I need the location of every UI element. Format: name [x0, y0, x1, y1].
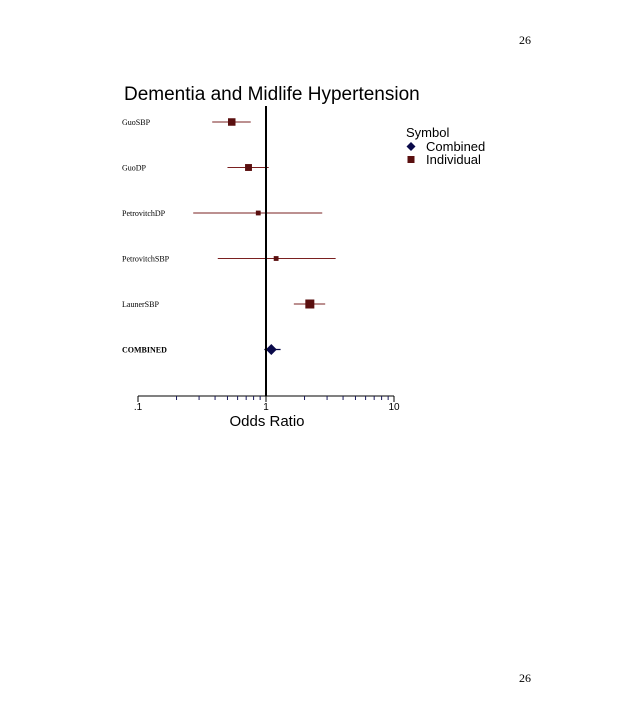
study-label: GuoSBP [122, 118, 151, 127]
page-number-top: 26 [519, 33, 531, 47]
study-estimate-marker [305, 300, 314, 309]
study-estimate-marker [274, 256, 279, 261]
legend-square-marker [408, 156, 415, 163]
legend-title: Symbol [406, 125, 450, 140]
chart-title: Dementia and Midlife Hypertension [124, 84, 420, 105]
study-estimate-marker [256, 211, 261, 216]
study-label: PetrovitchSBP [122, 254, 170, 264]
study-estimate-marker [245, 164, 252, 171]
study-row [122, 118, 251, 127]
legend-entry-label: Individual [426, 152, 481, 167]
study-row [122, 255, 336, 264]
x-axis [134, 396, 400, 413]
x-tick-label: 10 [388, 402, 400, 413]
study-row [122, 164, 269, 173]
study-label: PetrovitchDP [122, 209, 166, 218]
study-row [122, 209, 322, 218]
plot-rows [122, 118, 336, 355]
page-number-bottom: 26 [519, 671, 531, 685]
x-tick-label: .1 [133, 402, 143, 413]
legend-entry-label: Combined [426, 139, 486, 154]
combined-label: COMBINED [122, 345, 167, 355]
combined-row [122, 344, 281, 355]
combined-estimate-diamond [266, 344, 277, 355]
study-row [122, 300, 325, 310]
study-label: LaunerSBP [122, 300, 159, 309]
legend-diamond-marker [407, 142, 416, 151]
legend [406, 125, 485, 167]
study-label: GuoDP [122, 163, 147, 173]
x-axis-label: Odds Ratio [229, 413, 305, 430]
study-estimate-marker [228, 118, 236, 126]
x-tick-label: 1 [263, 402, 269, 413]
